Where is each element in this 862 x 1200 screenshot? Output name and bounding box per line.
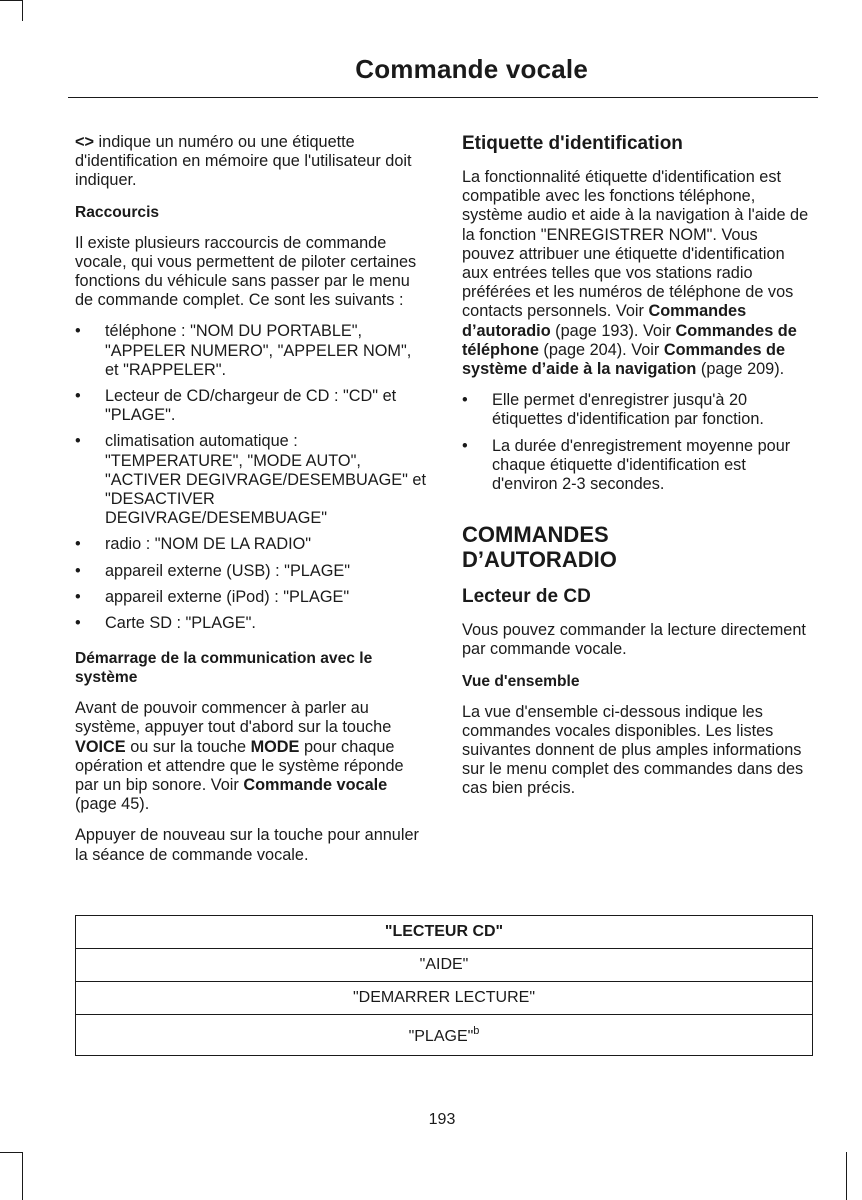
command-table	[75, 915, 813, 1056]
list-item: • climatisation automatique : "TEMPERATURE", "MODE AUTO", "ACTIVER DEGIVRAGE/DESEMBUAGE" et "DESACTIVER DEGIVRAGE/DESEMBUAGE"	[75, 432, 427, 528]
footnote-marker: b	[473, 1025, 480, 1037]
cross-reference: Commandes de système d’aide à la navigation	[462, 340, 786, 379]
page-number: 193	[428, 1111, 456, 1128]
right-column	[462, 133, 814, 811]
raccourcis-heading: Raccourcis	[75, 203, 160, 221]
list-item: • appareil externe (USB) : "PLAGE"	[75, 562, 427, 581]
list-item: • Carte SD : "PLAGE".	[75, 614, 427, 633]
list-item: • La durée d'enregistrement moyenne pour chaque étiquette d'identification est d'environ 2-3 secondes.	[462, 437, 814, 495]
lecteur-paragraph: Vous pouvez commander la lecture directement par commande vocale.	[462, 621, 806, 659]
crop-mark	[0, 1152, 23, 1153]
lecteur-heading: Lecteur de CD	[462, 586, 591, 608]
page-title: Commande vocale	[355, 54, 588, 84]
table-header: "LECTEUR CD"	[384, 923, 504, 940]
annuler-paragraph: Appuyer de nouveau sur la touche pour annuler la séance de commande vocale.	[75, 826, 419, 864]
left-column	[75, 133, 427, 877]
table-row: "PLAGE"$^b$	[76, 1014, 812, 1055]
cross-reference: Commandes de téléphone	[462, 321, 797, 359]
vue-heading: Vue d'ensemble	[462, 672, 580, 690]
crop-mark	[0, 0, 23, 1]
list-item: • Elle permet d'enregistrer jusqu'à 20 étiquettes d'identification par fonction.	[462, 391, 814, 429]
shortcut-list	[75, 322, 427, 633]
cross-reference: Commande vocale	[243, 776, 388, 795]
raccourcis-paragraph: Il existe plusieurs raccourcis de commande vocale, qui vous permettent de piloter certaines fonctions du véhicule sans passer par le menu de commande complet. Ce sont les suivants :	[75, 233, 417, 310]
table-row: "DEMARRER LECTURE"	[76, 981, 812, 1014]
vue-paragraph: La vue d'ensemble ci-dessous indique les commandes vocales disponibles. Les listes suivantes donnent de plus amples informations sur le menu complet des commandes dans des cas bien précis.	[462, 702, 804, 798]
etiquette-heading: Etiquette d'identification	[462, 133, 683, 154]
demarrage-paragraph: Avant de pouvoir commencer à parler au système, appuyer tout d'abord sur la touche VOICE ou sur la touche MODE pour chaque opération et attendre que le système réponde par un bip sonore. Voir Commande vocale (page 45).	[75, 699, 404, 814]
intro-paragraph: <> indique un numéro ou une étiquette d'identification en mémoire que l'utilisateur doit indiquer.	[75, 133, 412, 190]
etiquette-paragraph: La fonctionnalité étiquette d'identification est compatible avec les fonctions téléphone, système audio et aide à la navigation à l'aide de la fonction "ENREGISTRER NOM". Vous pouvez attribuer une étiquette d'identification aux entrées telles que vos stations radio préférées et les numéros de téléphone de vos contacts personnels. Voir Commandes d’autoradio (page 193). Voir Commandes de téléphone (page 204). Voir Commandes de système d’aide à la navigation (page 209).	[462, 168, 809, 379]
title-divider	[68, 97, 818, 98]
demarrage-heading: Démarrage de la communication avec le système	[75, 650, 373, 687]
list-item: • appareil externe (iPod) : "PLAGE"	[75, 588, 427, 607]
crop-mark	[22, 1152, 23, 1200]
etiquette-list	[462, 391, 814, 494]
list-item: • radio : "NOM DE LA RADIO"	[75, 535, 427, 554]
list-item: • téléphone : "NOM DU PORTABLE", "APPELER NUMERO", "APPELER NOM", et "RAPPELER".	[75, 322, 427, 380]
cross-reference: Commandes d’autoradio	[462, 302, 747, 340]
placeholder-marker: <>	[75, 133, 95, 151]
crop-mark	[22, 0, 23, 21]
crop-mark	[846, 1152, 847, 1200]
section-heading: COMMANDES D’AUTORADIO	[462, 522, 617, 573]
list-item: • Lecteur de CD/chargeur de CD : "CD" et "PLAGE".	[75, 387, 427, 425]
table-row: "AIDE"	[76, 948, 812, 981]
